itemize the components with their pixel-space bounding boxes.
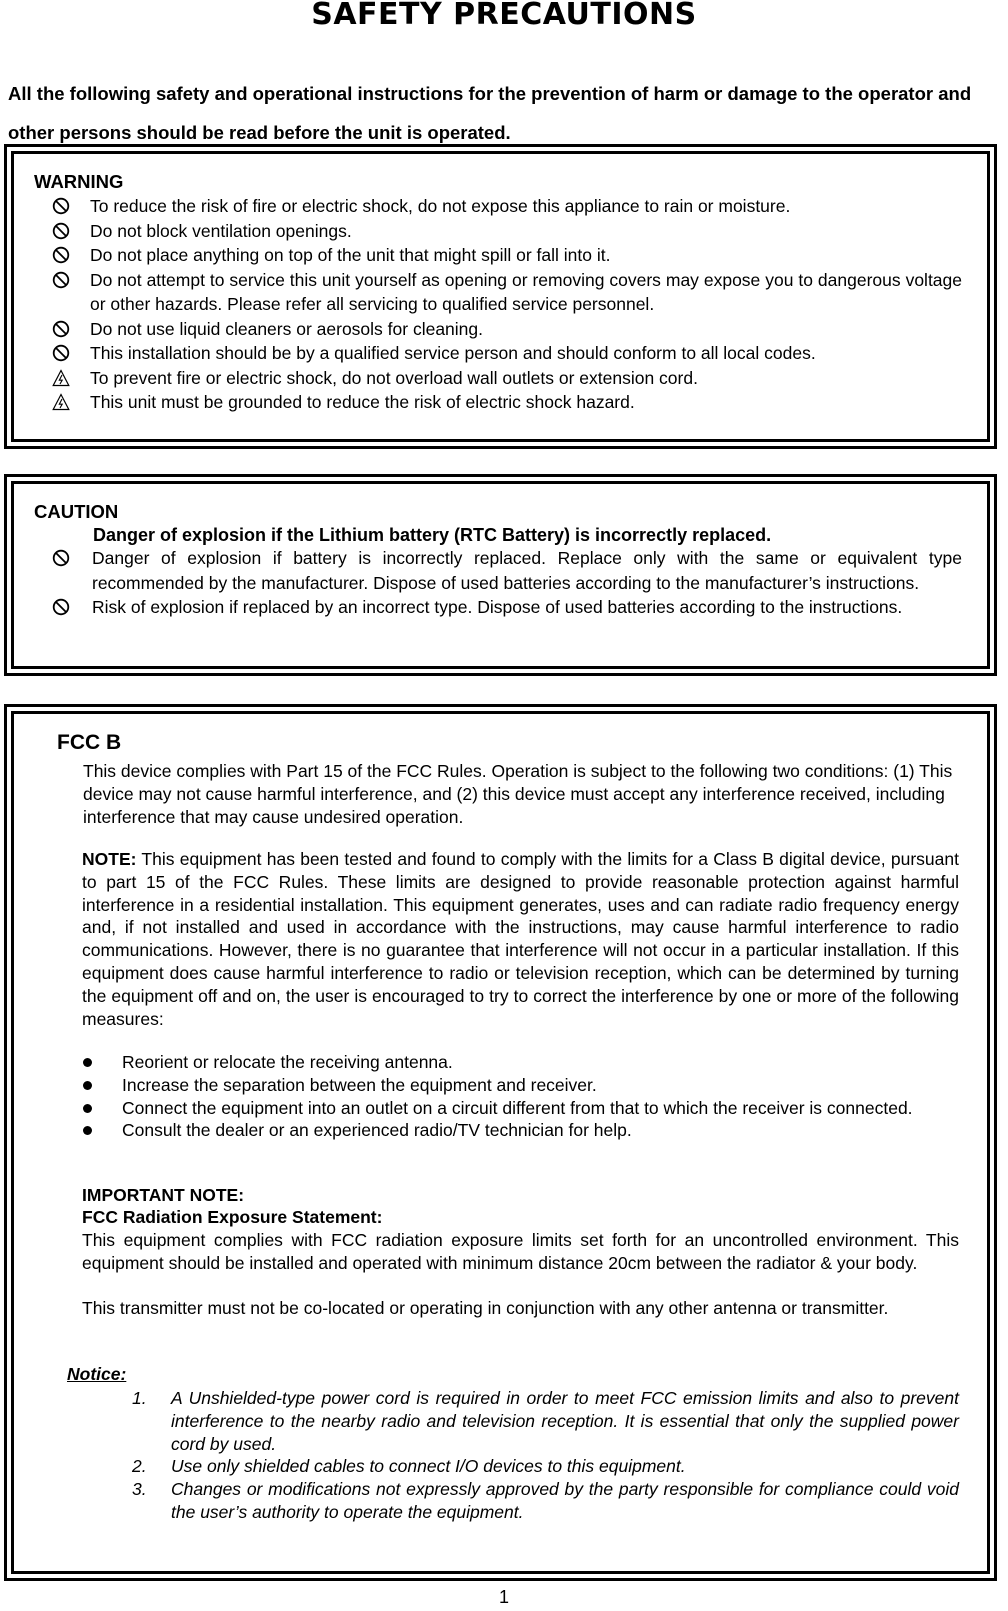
measure-text: Connect the equipment into an outlet on a circuit different from that to which the receiver is connected. xyxy=(122,1097,913,1118)
prohibition-icon xyxy=(52,598,70,616)
prohibition-icon xyxy=(52,271,70,289)
important-note-label: IMPORTANT NOTE: xyxy=(82,1185,245,1205)
list-item-text: Do not place anything on top of the unit that might spill or fall into it. xyxy=(90,245,611,265)
notice-item xyxy=(132,1455,959,1478)
list-item xyxy=(52,595,962,620)
list-item-text: Risk of explosion if replaced by an incorrect type. Dispose of used batteries according to the instructions. xyxy=(92,597,903,617)
prohibition-icon xyxy=(52,344,70,362)
list-item xyxy=(52,546,962,595)
bullet-icon xyxy=(83,1104,92,1113)
measure-text: Consult the dealer or an experienced radio/TV technician for help. xyxy=(122,1120,632,1141)
list-item-text: Danger of explosion if battery is incorrectly replaced. Replace only with the same or equivalent type recommended by the manufacturer. Dispose of used batteries according to the manufacturer’s instructions. xyxy=(92,548,962,593)
caution-box xyxy=(4,474,997,676)
notice-item xyxy=(132,1387,959,1455)
notice-text: Changes or modifications not expressly approved by the party responsible for compliance could void the user’s authority to operate the equipment. xyxy=(171,1479,959,1522)
measure-item xyxy=(82,1097,959,1120)
list-item xyxy=(52,194,962,219)
list-item-text: Do not use liquid cleaners or aerosols for cleaning. xyxy=(90,318,483,339)
prohibition-icon xyxy=(52,549,70,567)
page-number: 1 xyxy=(498,1587,509,1607)
intro-text: All the following safety and operational instructions for the prevention of harm or damage to the operator and other persons should be read before the unit is operated. xyxy=(8,83,972,143)
list-item-text: To prevent fire or electric shock, do not overload wall outlets or extension cord. xyxy=(90,367,698,388)
list-item xyxy=(52,219,962,244)
bullet-icon xyxy=(83,1058,92,1067)
notice-text: Use only shielded cables to connect I/O devices to this equipment. xyxy=(171,1456,686,1477)
notice-label: Notice: xyxy=(67,1364,127,1384)
page-title: SAFETY PRECAUTIONS xyxy=(311,0,697,32)
warning-list xyxy=(52,194,962,415)
fcc-compliance-text: This device complies with Part 15 of the FCC Rules. Operation is subject to the following two conditions: (1) This device may not cause harmful interference, and (2) this device must accept any interference received, including interference that may cause undesired operation. xyxy=(83,761,953,827)
radiation-statement-label: FCC Radiation Exposure Statement: xyxy=(82,1207,383,1227)
notice-number: 2. xyxy=(132,1456,147,1477)
transmitter-statement-text: This transmitter must not be co-located or operating in conjunction with any other antenna or transmitter. xyxy=(82,1298,889,1318)
fcc-heading: FCC B xyxy=(57,731,122,754)
list-item-text: This installation should be by a qualified service person and should conform to all local codes. xyxy=(90,343,816,363)
list-item-text: Do not attempt to service this unit yourself as opening or removing covers may expose you to dangerous voltage or other hazards. Please refer all servicing to qualified service personnel. xyxy=(90,269,962,314)
caution-list xyxy=(52,546,962,620)
radiation-statement-text: This equipment complies with FCC radiation exposure limits set forth for an uncontrolled environment. This equipment should be installed and operated with minimum distance 20cm between the radiator & your body. xyxy=(82,1230,959,1273)
notice-number: 1. xyxy=(132,1388,147,1408)
fcc-note xyxy=(82,848,959,1030)
prohibition-icon xyxy=(52,246,70,264)
notice-item xyxy=(132,1478,959,1524)
measure-item xyxy=(82,1074,959,1097)
fcc-note-text: This equipment has been tested and found to comply with the limits for a Class B digital device, pursuant to part 15 of the FCC Rules. These limits are designed to provide reasonable protection against harmful interference in a residential installation. This equipment generates, uses and can radiate radio frequency energy and, if not installed and used in accordance with the instructions, may cause harmful interference to radio communications. However, there is no guarantee that interference will not occur in a particular installation. If this equipment does cause harmful interference to radio or television reception, which can be determined by turning the equipment off and on, the user is encouraged to try to correct the interference by one or more of the following measures: xyxy=(82,849,959,1029)
list-item-text: This unit must be grounded to reduce the risk of electric shock hazard. xyxy=(90,392,635,412)
electric-hazard-icon xyxy=(52,393,70,411)
list-item xyxy=(52,317,962,342)
measures-list xyxy=(82,1051,959,1142)
prohibition-icon xyxy=(52,320,70,338)
measure-item xyxy=(82,1051,959,1074)
notice-number: 3. xyxy=(132,1479,147,1500)
prohibition-icon xyxy=(52,222,70,240)
list-item-text: To reduce the risk of fire or electric shock, do not expose this appliance to rain or moisture. xyxy=(90,196,791,216)
measure-item xyxy=(82,1119,959,1142)
fcc-note-label: NOTE: xyxy=(82,849,137,869)
measure-text: Reorient or relocate the receiving antenna. xyxy=(122,1052,453,1072)
list-item xyxy=(52,390,962,415)
list-item xyxy=(52,268,962,317)
caution-heading: CAUTION xyxy=(34,501,119,522)
warning-heading: WARNING xyxy=(34,171,124,192)
caution-subheading: Danger of explosion if the Lithium battery (RTC Battery) is incorrectly replaced. xyxy=(93,525,772,545)
list-item-text: Do not block ventilation openings. xyxy=(90,220,352,241)
warning-box xyxy=(4,144,997,449)
notice-text: A Unshielded-type power cord is required in order to meet FCC emission limits and also to prevent interference to the nearby radio and television reception. It is essential that only the supplied power cord by used. xyxy=(171,1388,959,1454)
list-item xyxy=(52,243,962,268)
notice-list xyxy=(132,1387,959,1524)
prohibition-icon xyxy=(52,197,70,215)
list-item xyxy=(52,341,962,366)
list-item xyxy=(52,366,962,391)
bullet-icon xyxy=(83,1081,92,1090)
measure-text: Increase the separation between the equipment and receiver. xyxy=(122,1074,597,1095)
fcc-box xyxy=(4,704,997,1581)
electric-hazard-icon xyxy=(52,369,70,387)
